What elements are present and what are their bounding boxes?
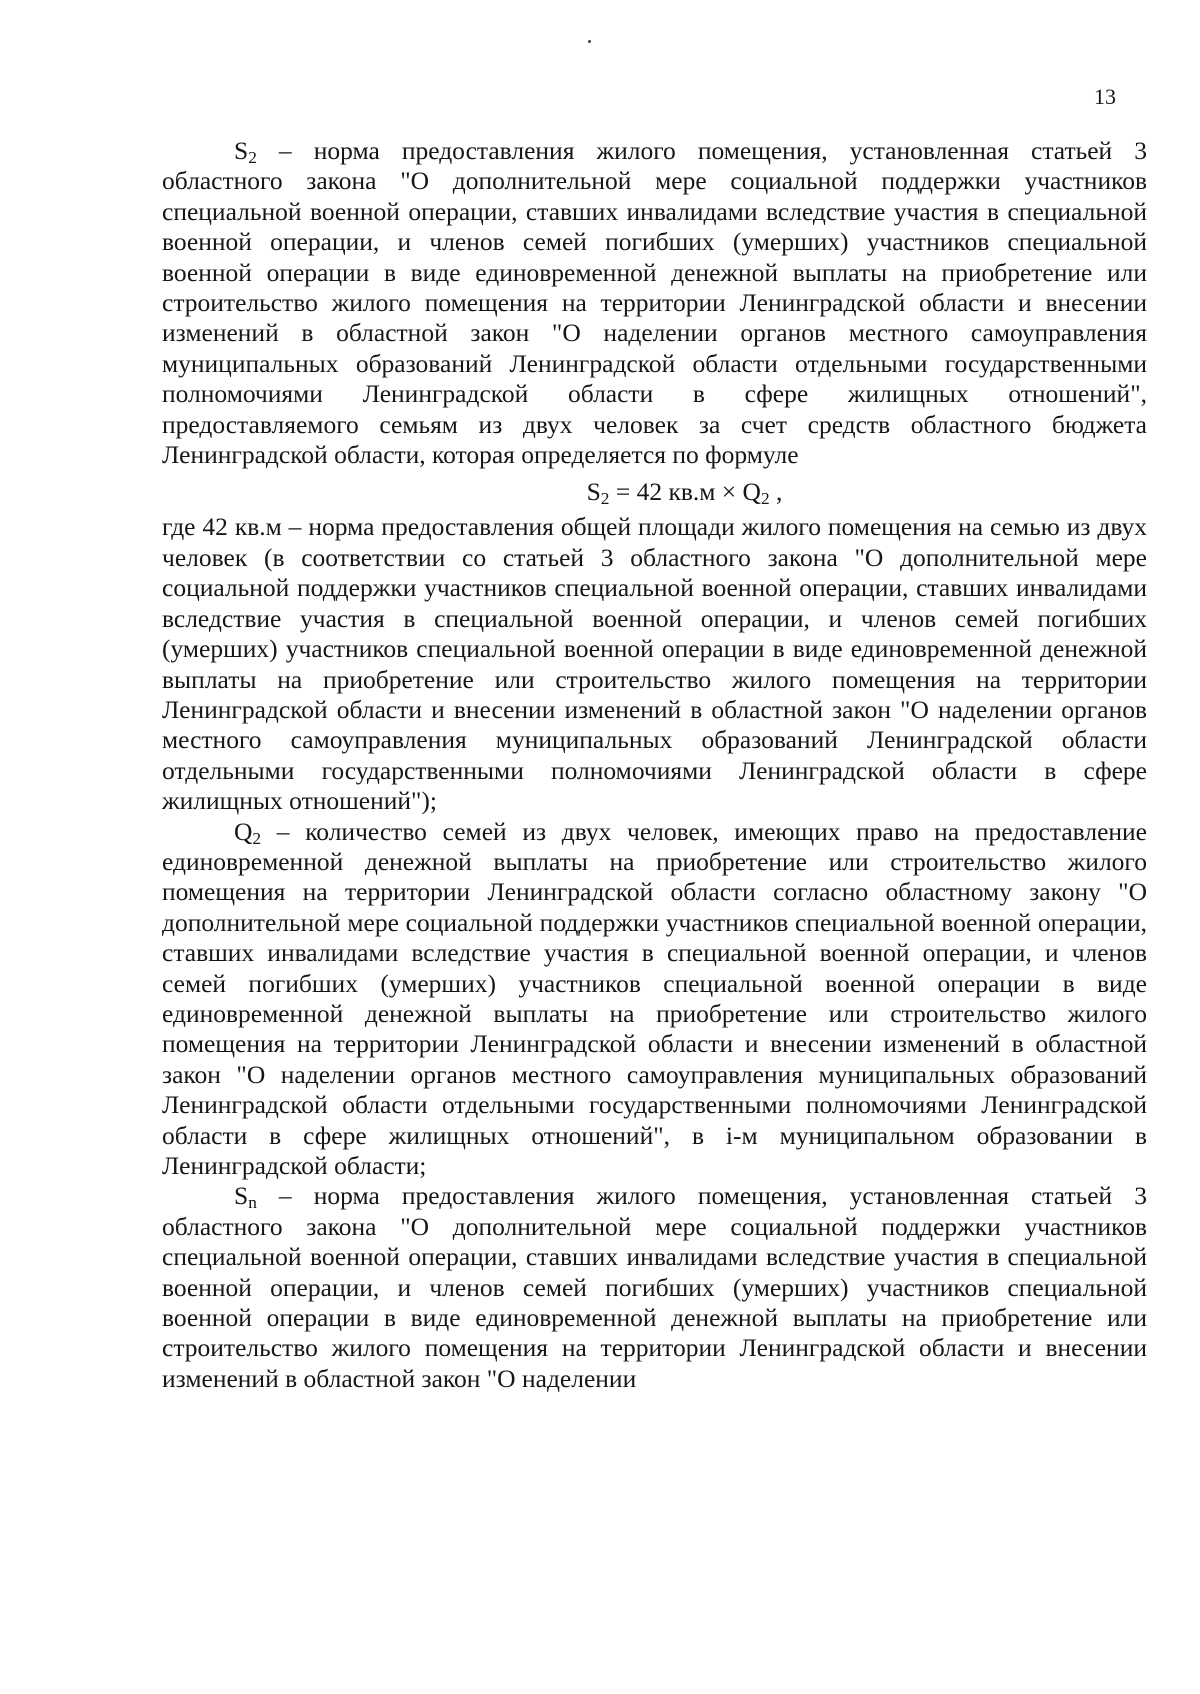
paragraph-text: где 42 кв.м – норма предоставления общей площади жилого помещения на семью из двух человек (в соответствии со статьей 3 областного закона "О дополнительной мере социальной поддержки участников специальной военной операции, ставших инвалидами вследствие участия в специальной военной операции, и членов семей погибших (умерших) участников специальной военной операции в виде единовременной денежной выплаты на приобретение или строительство жилого помещения на территории Ленинградской области и внесении изменений в областной закон "О наделении органов местного самоуправления муниципальных образований Ленинградской области отдельными государственными полномочиями Ленинградской области в сфере жилищных отношений");	[162, 512, 1147, 816]
paragraph-text: – норма предоставления жилого помещения, установленная статьей 3 областного закона "О дополнительной мере социальной поддержки участников специальной военной операции, ставших инвалидами вследствие участия в специальной военной операции, и членов семей погибших (умерших) участников специальной военной операции в виде единовременной денежной выплаты на приобретение или строительство жилого помещения на территории Ленинградской области и внесении изменений в областной закон "О наделении	[162, 1181, 1147, 1393]
symbol-s: S	[234, 1181, 249, 1211]
formula-tail: ,	[769, 477, 783, 507]
paragraph-q2-definition	[162, 817, 1147, 1182]
document-body	[162, 136, 1147, 1394]
paragraph-sn-definition	[162, 1181, 1147, 1394]
symbol-subscript: n	[248, 1193, 257, 1213]
paragraph-s2-definition	[162, 136, 1147, 470]
formula-lhs: S	[586, 477, 601, 507]
paragraph-text: – норма предоставления жилого помещения, установленная статьей 3 областного закона "О дополнительной мере социальной поддержки участников специальной военной операции, ставших инвалидами вследствие участия в специальной военной операции, и членов семей погибших (умерших) участников специальной военной операции в виде единовременной денежной выплаты на приобретение или строительство жилого помещения на территории Ленинградской области и внесении изменений в областной закон "О наделении органов местного самоуправления муниципальных образований Ленинградской области отдельными государственными полномочиями Ленинградской области в сфере жилищных отношений", предоставляемого семьям из двух человек за счет средств областного бюджета Ленинградской области, которая определяется по формуле	[162, 136, 1147, 470]
scan-speck	[588, 40, 591, 43]
page-number: 13	[1094, 84, 1116, 109]
symbol-s: S	[234, 136, 249, 165]
paragraph-text: – количество семей из двух человек, имеющих право на предоставление единовременной денежной выплаты на приобретение или строительство жилого помещения на территории Ленинградской области согласно областному закону "О дополнительной мере социальной поддержки участников специальной военной операции, ставших инвалидами вследствие участия в специальной военной операции, и членов семей погибших (умерших) участников специальной военной операции в виде единовременной денежной выплаты на приобретение или строительство жилого помещения на территории Ленинградской области и внесении изменений в областной закон "О наделении органов местного самоуправления муниципальных образований Ленинградской области отдельными государственными полномочиями Ленинградской области в сфере жилищных отношений", в i-м муниципальном образовании в Ленинградской области;	[162, 816, 1147, 1180]
formula	[162, 475, 1147, 509]
symbol-subscript: 2	[248, 147, 257, 167]
symbol-subscript: 2	[252, 828, 262, 848]
paragraph-42-sqm	[162, 512, 1147, 816]
formula-lhs-subscript: 2	[600, 489, 610, 509]
formula-rhs-subscript: 2	[760, 489, 770, 509]
symbol-q: Q	[234, 816, 253, 846]
formula-middle: = 42 кв.м × Q	[609, 477, 761, 507]
